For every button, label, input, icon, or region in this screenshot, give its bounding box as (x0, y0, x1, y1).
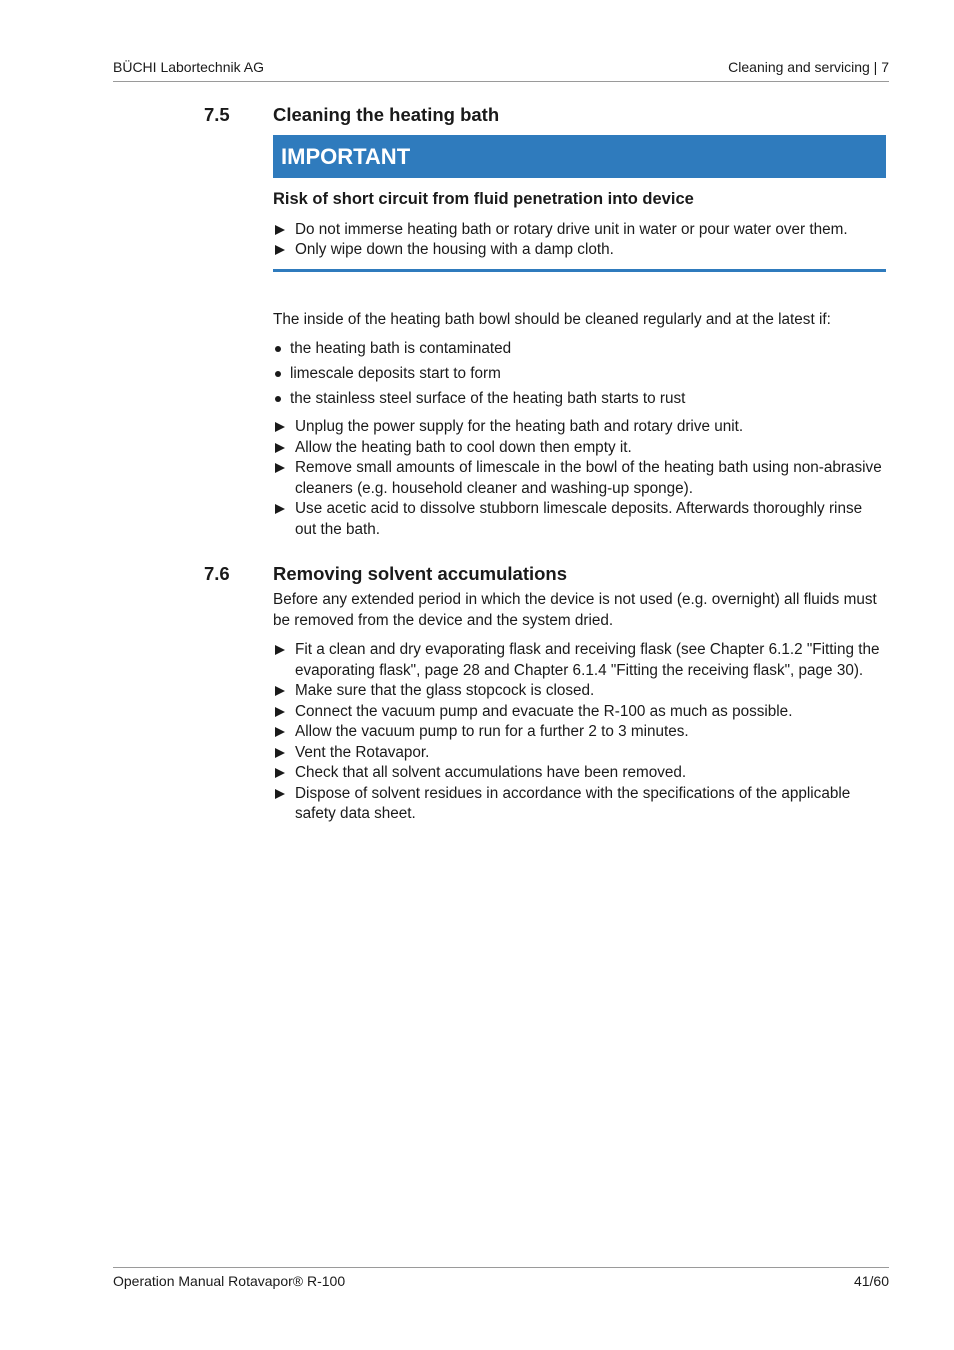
list-item: Fit a clean and dry evaporating flask and receiving flask (see Chapter 6.1.2 "Fitting the evaporating flask", page 28 and Chapter 6.1.4 "Fitting the receiving flask", page 30). (273, 640, 886, 681)
important-steps (273, 220, 886, 261)
list-item: Dispose of solvent residues in accordance with the specifications of the applicable safety data sheet. (273, 784, 886, 825)
triangle-right-icon (275, 245, 285, 255)
section-heading (204, 104, 889, 126)
triangle-right-icon (275, 686, 285, 696)
section-title: Removing solvent accumulations (273, 563, 568, 584)
list-item: Do not immerse heating bath or rotary drive unit in water or pour water over them. (273, 220, 886, 241)
step-list (273, 640, 886, 825)
intro-paragraph: The inside of the heating bath bowl should be cleaned regularly and at the latest if: (273, 310, 831, 328)
section-content (273, 135, 886, 540)
list-item: Only wipe down the housing with a damp cloth. (273, 240, 886, 261)
bullet-dot-icon (275, 396, 281, 402)
bullet-dot-icon (275, 371, 281, 377)
step-list (273, 417, 886, 540)
list-item: limescale deposits start to form (273, 361, 886, 386)
triangle-right-icon (275, 645, 285, 655)
list-item: Allow the heating bath to cool down then empty it. (273, 438, 886, 459)
section-title: Cleaning the heating bath (273, 104, 500, 125)
header-chapter: Cleaning and servicing | 7 (728, 59, 889, 75)
bullet-dot-icon (275, 346, 281, 352)
important-bottom-rule (273, 269, 886, 272)
bullet-list (273, 336, 886, 411)
triangle-right-icon (275, 225, 285, 235)
section-7-5 (204, 104, 889, 540)
triangle-right-icon (275, 768, 285, 778)
page-header (113, 59, 889, 82)
section-content (273, 590, 886, 825)
triangle-right-icon (275, 727, 285, 737)
section-heading (204, 563, 889, 585)
list-item: Make sure that the glass stopcock is closed. (273, 681, 886, 702)
list-item: Vent the Rotavapor. (273, 743, 886, 764)
header-company: BÜCHI Labortechnik AG (113, 59, 264, 75)
intro-paragraph: Before any extended period in which the device is not used (e.g. overnight) all fluids must be removed from the device and the system dried. (273, 591, 877, 629)
triangle-right-icon (275, 443, 285, 453)
list-item: Unplug the power supply for the heating bath and rotary drive unit. (273, 417, 886, 438)
section-7-6 (204, 563, 889, 825)
page-number: 41/60 (853, 1273, 889, 1289)
triangle-right-icon (275, 504, 285, 514)
list-item: Allow the vacuum pump to run for a further 2 to 3 minutes. (273, 722, 886, 743)
section-number: 7.6 (204, 563, 230, 584)
list-item: the stainless steel surface of the heating bath starts to rust (273, 386, 886, 411)
section-number: 7.5 (204, 104, 230, 125)
triangle-right-icon (275, 463, 285, 473)
important-banner: IMPORTANT (273, 135, 886, 178)
list-item: Remove small amounts of limescale in the bowl of the heating bath using non-abrasive cleaners (e.g. household cleaner and washing-up sponge). (273, 458, 886, 499)
list-item: Use acetic acid to dissolve stubborn limescale deposits. Afterwards thoroughly rinse out the bath. (273, 499, 886, 540)
triangle-right-icon (275, 422, 285, 432)
page-footer (113, 1267, 889, 1289)
list-item: the heating bath is contaminated (273, 336, 886, 361)
list-item: Connect the vacuum pump and evacuate the R-100 as much as possible. (273, 702, 886, 723)
triangle-right-icon (275, 707, 285, 717)
important-subtitle: Risk of short circuit from fluid penetration into device (273, 190, 694, 208)
list-item: Check that all solvent accumulations have been removed. (273, 763, 886, 784)
triangle-right-icon (275, 789, 285, 799)
triangle-right-icon (275, 748, 285, 758)
footer-manual: Operation Manual Rotavapor® R-100 (113, 1273, 346, 1289)
